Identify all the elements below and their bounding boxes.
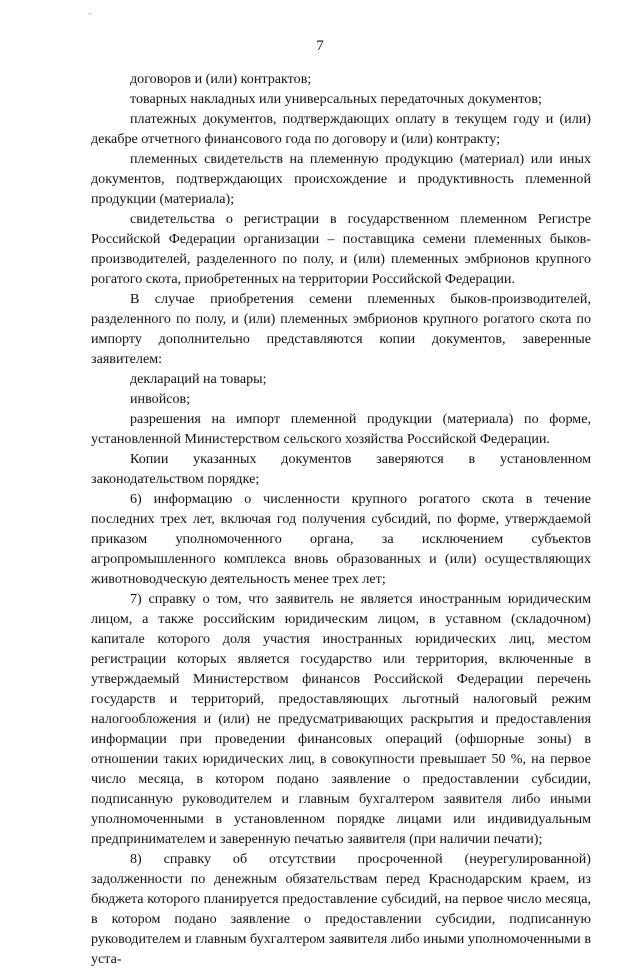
paragraph-registration-certificates: свидетельства о регистрации в государственном племенном Регистре Российской Федерации организации – поставщика семени племенных быков-производителей, разделенного по полу, и (или) племенных эмбрионов крупного рогатого скота, приобретенных на территории Российской Федерации.	[91, 211, 591, 287]
paragraph-copies-certified: Копии указанных документов заверяются в установленном законодательством порядке;	[91, 451, 591, 487]
paragraph-breeding-certificates: племенных свидетельств на племенную продукцию (материал) или иных документов, подтверждающих происхождение и продуктивность племенной продукции (материала);	[91, 151, 591, 207]
document-body	[91, 69, 591, 969]
paragraph-contracts: договоров и (или) контрактов;	[130, 71, 312, 87]
paragraph-declarations: деклараций на товары;	[130, 371, 267, 387]
paragraph-item-6: 6) информацию о численности крупного рогатого скота в течение последних трех лет, включая год получения субсидий, по форме, утверждаемой приказом уполномоченного органа, за исключением субъектов агропромышленного комплекса вновь образованных и (или) осуществляющих животноводческую деятельность менее трех лет;	[91, 491, 591, 587]
scan-artifact	[89, 13, 91, 14]
paragraph-import-permit: разрешения на импорт племенной продукции (материала) по форме, установленной Министерством сельского хозяйства Российской Федерации.	[91, 411, 591, 447]
page-number: 7	[316, 38, 324, 54]
paragraph-import-intro: В случае приобретения семени племенных быков-производителей, разделенного по полу, и (или) племенных эмбрионов крупного рогатого скота по импорту дополнительно представляются копии документов, заверенные заявителем:	[91, 291, 591, 367]
paragraph-item-7: 7) справку о том, что заявитель не является иностранным юридическим лицом, а также российским юридическим лицом, в уставном (складочном) капитале которого доля участия иностранных юридических лиц, местом регистрации которых является государство или территория, включенные в утверждаемый Министерством финансов Российской Федерации перечень государств и территорий, предоставляющих льготный налоговый режим налогообложения и (или) не предусматривающих раскрытия и предоставления информации при проведении финансовых операций (офшорные зоны) в отношении таких юридических лиц, в совокупности превышает 50 %, на первое число месяца, в котором подано заявление о предоставлении субсидии, подписанную руководителем и главным бухгалтером заявителя либо иными уполномоченными в установленном порядке лицами или индивидуальным предпринимателем и заверенную печатью заявителя (при наличии печати);	[91, 591, 591, 847]
paragraph-item-8: 8) справку об отсутствии просроченной (неурегулированной) задолженности по денежным обязательствам перед Краснодарским краем, из бюджета которого планируется предоставление субсидий, на первое число месяца, в котором подано заявление о предоставлении субсидии, подписанную руководителем и главным бухгалтером заявителя либо иными уполномоченными в уста-	[91, 851, 591, 967]
paragraph-waybills: товарных накладных или универсальных передаточных документов;	[130, 91, 542, 107]
paragraph-payment-docs: платежных документов, подтверждающих оплату в текущем году и (или) декабре отчетного финансового года по договору и (или) контракту;	[91, 111, 591, 147]
paragraph-invoices: инвойсов;	[130, 391, 191, 407]
